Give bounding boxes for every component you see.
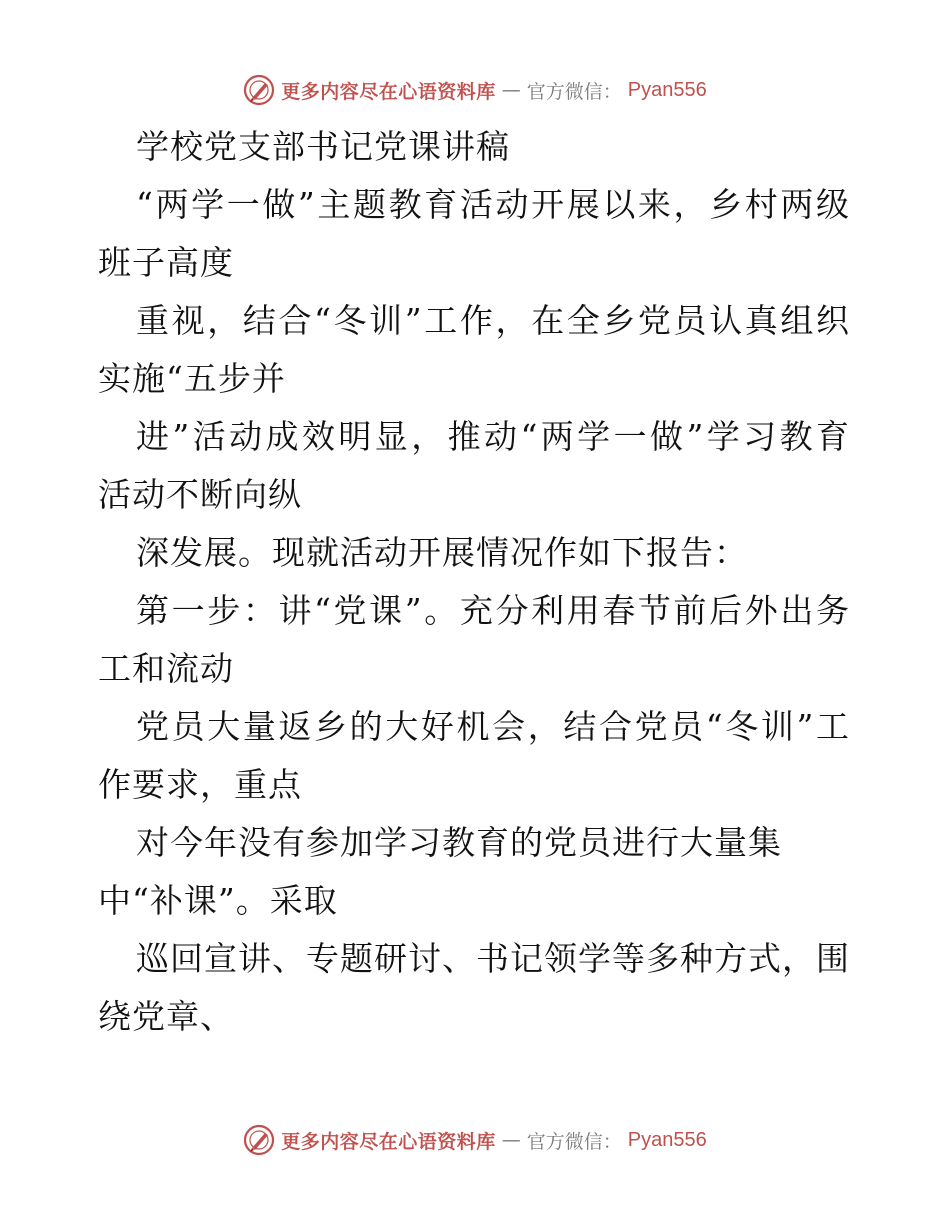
paragraph-line: 工和流动 [98, 649, 234, 688]
paragraph-line: 实施“五步并 [98, 359, 286, 398]
paragraph-line: 班子高度 [98, 243, 234, 282]
paragraph-line: 重视，结合“冬训”工作，在全乡党员认真组织 [136, 301, 850, 340]
document-title: 学校党支部书记党课讲稿 [136, 127, 510, 166]
watermark-wechat-label: 官方微信： [526, 80, 622, 103]
paragraph-line: 深发展。现就活动开展情况作如下报告： [136, 533, 748, 572]
watermark-wechat-id: Pyan556 [627, 78, 707, 101]
watermark-separator: — [501, 79, 521, 101]
footer-watermark [0, 1120, 950, 1160]
header-watermark [0, 70, 950, 110]
paragraph-line: 对今年没有参加学习教育的党员进行大量集 [136, 823, 782, 862]
watermark-wechat-id: Pyan556 [627, 1128, 707, 1151]
paragraph-line: 党员大量返乡的大好机会，结合党员“冬训”工 [136, 707, 850, 746]
paragraph-line: 绕党章、 [98, 997, 234, 1036]
watermark-site-text: 更多内容尽在心语资料库 [281, 80, 496, 103]
paragraph-line: 活动不断向纵 [98, 475, 302, 514]
watermark-wechat-label: 官方微信： [526, 1130, 622, 1153]
quill-pen-logo-icon [243, 1124, 275, 1156]
paragraph-line: 进”活动成效明显，推动“两学一做”学习教育 [136, 417, 850, 456]
paragraph-line: 作要求，重点 [98, 765, 302, 804]
quill-pen-logo-icon [243, 74, 275, 106]
paragraph-line: 巡回宣讲、专题研讨、书记领学等多种方式，围 [136, 939, 850, 978]
paragraph-line: 第一步：讲“党课”。充分利用春节前后外出务 [136, 591, 850, 630]
watermark-site-text: 更多内容尽在心语资料库 [281, 1130, 496, 1153]
paragraph-line: 中“补课”。采取 [98, 881, 338, 920]
document-body [98, 118, 858, 1046]
paragraph-line: “两学一做”主题教育活动开展以来，乡村两级 [136, 185, 850, 224]
watermark-separator: — [501, 1129, 521, 1151]
